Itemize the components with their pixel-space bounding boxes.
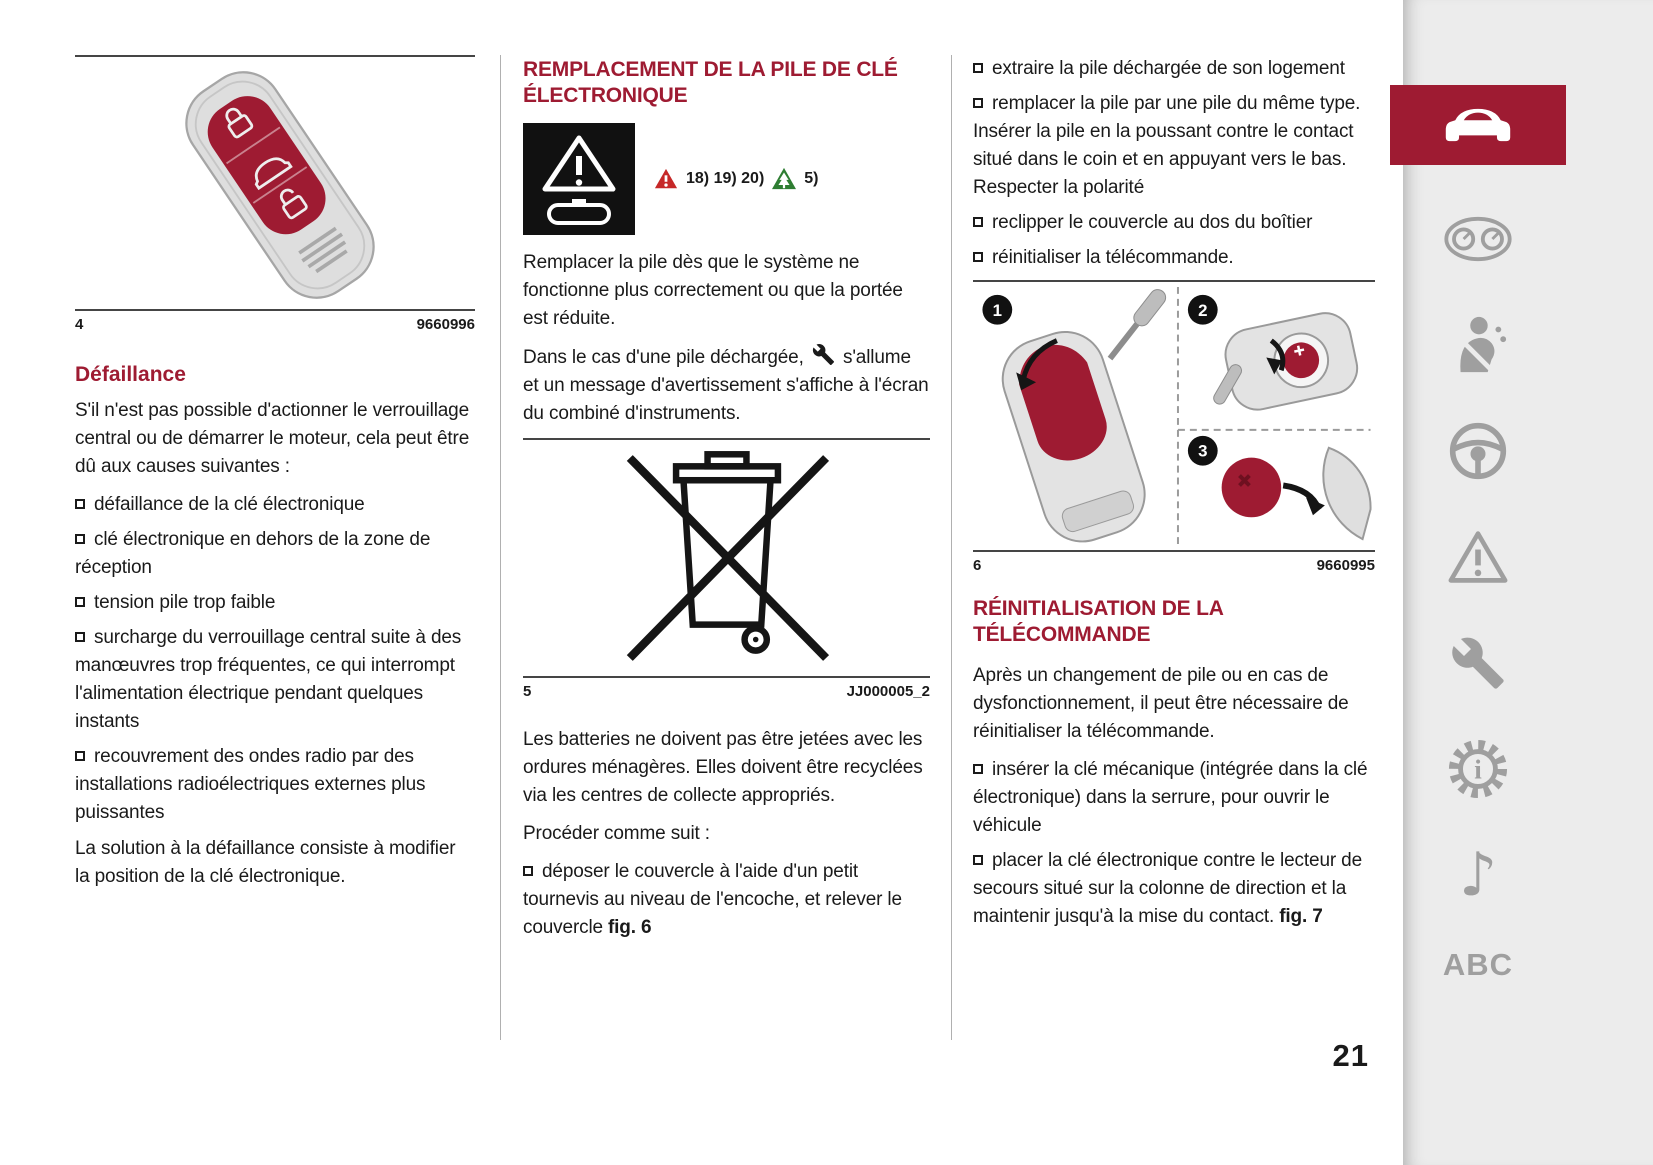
figure-code: 9660995 <box>1316 557 1375 574</box>
figure-number: 5 <box>523 683 532 700</box>
square-bullet-icon <box>973 217 983 227</box>
crossed-bin-icon <box>602 444 852 672</box>
paragraph: La solution à la défaillance consiste à modifier la position de la clé électronique. <box>75 838 456 887</box>
list-item-text: défaillance de la clé électronique <box>94 494 365 515</box>
page-number: 21 <box>1332 1038 1369 1073</box>
warning-ref-numbers: 18) 19) 20) <box>686 170 765 187</box>
list-item-text: déposer le couvercle à l'aide d'un petit tournevis au niveau de l'encoche, et relever le couvercle <box>523 861 902 938</box>
svg-text:2: 2 <box>1198 300 1208 320</box>
list-item-text: réinitialiser la télécommande. <box>992 247 1234 268</box>
list-item <box>973 756 1375 840</box>
sidebar-tab-technical-data <box>1447 737 1509 801</box>
svg-text:3: 3 <box>1198 441 1208 461</box>
key-fob-illustration <box>75 55 475 311</box>
figure-code: 9660996 <box>416 316 475 333</box>
sidebar-tab-maintenance <box>1450 631 1506 695</box>
wrench-warning-light-icon <box>812 343 835 366</box>
column-right <box>973 55 1375 939</box>
heading-reinitialisation: RÉINITIALISATION DE LA TÉLÉCOMMANDE <box>973 597 1223 646</box>
list-item <box>75 624 475 736</box>
list-item <box>973 209 1375 237</box>
sidebar-icon-rail <box>1390 0 1566 983</box>
square-bullet-icon <box>75 499 85 509</box>
column-left <box>75 55 475 901</box>
figure6-caption <box>973 557 1375 574</box>
list-item-text: placer la clé électronique contre le lecteur de secours situé sur la colonne de direction et la maintenir jusqu'à la mise du contact. <box>973 850 1363 927</box>
figure4-caption <box>75 316 475 333</box>
heading-remplacement-pile: REMPLACEMENT DE LA PILE DE CLÉ ÉLECTRONIQUE <box>523 58 898 107</box>
column-middle <box>523 55 930 950</box>
paragraph: Procéder comme suit : <box>523 823 710 844</box>
sidebar-tab-emergency <box>1446 525 1510 589</box>
red-warning-triangle-icon <box>653 167 679 191</box>
list-item <box>973 244 1375 272</box>
battery-warning-box <box>523 123 635 235</box>
sidebar-tab-driving <box>1448 419 1508 483</box>
figure-number: 4 <box>75 316 84 333</box>
battery-replacement-steps-list <box>973 55 1375 272</box>
car-icon <box>1442 103 1514 147</box>
sidebar-tab-dashboard <box>1443 207 1513 271</box>
figure-battery-change-steps <box>973 280 1375 574</box>
info-gear-icon <box>1447 738 1509 800</box>
square-bullet-icon <box>973 63 983 73</box>
reset-steps-list <box>973 756 1375 931</box>
heading-defaillance: Défaillance <box>75 363 186 386</box>
sidebar-tab-multimedia <box>1458 840 1498 910</box>
list-item <box>75 589 475 617</box>
square-bullet-icon <box>523 866 533 876</box>
square-bullet-icon <box>973 855 983 865</box>
sidebar-tab-safety <box>1447 313 1509 377</box>
section-tab-sidebar <box>1403 0 1653 1165</box>
paragraph-text: s'allume et un message d'avertissement s'affiche à l'écran du combiné d'instruments. <box>523 347 929 424</box>
warning-references <box>653 167 819 191</box>
square-bullet-icon <box>973 252 983 262</box>
paragraph <box>523 343 930 428</box>
list-item-text: reclipper le couvercle au dos du boîtier <box>992 212 1313 233</box>
paragraph: Remplacer la pile dès que le système ne fonctionne plus correctement ou que la portée est réduite. <box>523 252 903 329</box>
list-item <box>75 743 475 827</box>
list-item-text: tension pile trop faible <box>94 592 276 613</box>
list-item-text: extraire la pile déchargée de son logement <box>992 58 1345 79</box>
battery-change-illustration <box>973 280 1375 552</box>
list-item <box>973 90 1375 202</box>
music-note-icon: ♪ <box>1458 840 1498 910</box>
list-item <box>75 491 475 519</box>
eco-environment-icon <box>771 167 797 191</box>
list-item <box>973 55 1375 83</box>
list-item <box>973 847 1375 931</box>
list-item-text: surcharge du verrouillage central suite à des manœuvres trop fréquentes, ce qui interrompt l'alimentation électrique pendant quelques instants <box>75 627 462 732</box>
square-bullet-icon <box>75 632 85 642</box>
figure-reference: fig. 7 <box>1279 906 1323 927</box>
svg-text:i: i <box>1474 754 1482 785</box>
warning-triangle-icon <box>1446 528 1510 586</box>
procedure-list <box>523 858 930 942</box>
wrench-icon <box>1450 635 1506 691</box>
figure-battery-disposal <box>523 438 930 700</box>
battery-change-image <box>973 283 1375 549</box>
column-divider <box>500 55 501 1040</box>
list-item-text: insérer la clé mécanique (intégrée dans la clé électronique) dans la serrure, pour ouvrir le véhicule <box>973 759 1368 836</box>
figure-reference: fig. 6 <box>607 917 652 938</box>
column-divider <box>951 55 952 1040</box>
square-bullet-icon <box>75 597 85 607</box>
sidebar-tab-vehicle-active <box>1390 85 1566 165</box>
list-item-text: recouvrement des ondes radio par des installations radioélectriques externes plus puissantes <box>75 746 426 823</box>
figure-code: JJ000005_2 <box>846 683 930 700</box>
list-item <box>75 526 475 582</box>
passenger-seatbelt-icon <box>1447 314 1509 376</box>
list-item-text: remplacer la pile par une pile du même type. Insérer la pile en la poussant contre le contact situé dans le coin et en appuyant vers le bas. Respecter la polarité <box>973 93 1361 198</box>
failure-causes-list <box>75 491 475 827</box>
paragraph: Après un changement de pile ou en cas de dysfonctionnement, il peut être nécessaire de réinitialiser la télécommande. <box>973 665 1349 742</box>
dashboard-gauges-icon <box>1443 215 1513 263</box>
warning-row <box>523 123 930 235</box>
square-bullet-icon <box>973 764 983 774</box>
key-fob-image <box>75 57 475 309</box>
paragraph: S'il n'est pas possible d'actionner le verrouillage central ou de démarrer le moteur, cela peut être dû aux causes suivantes : <box>75 400 470 477</box>
list-item-text: clé électronique en dehors de la zone de réception <box>75 529 431 578</box>
paragraph: Les batteries ne doivent pas être jetées avec les ordures ménagères. Elles doivent être recyclées via les centres de collecte appropriés. <box>523 729 923 806</box>
sidebar-tab-index: ABC <box>1442 947 1514 982</box>
eco-ref-number: 5) <box>804 170 819 187</box>
square-bullet-icon <box>75 534 85 544</box>
crossed-out-bin-illustration <box>523 438 930 678</box>
square-bullet-icon <box>75 751 85 761</box>
paragraph-text: Dans le cas d'une pile déchargée, <box>523 347 804 368</box>
svg-text:1: 1 <box>992 300 1003 320</box>
list-item <box>523 858 930 942</box>
figure5-caption <box>523 683 930 700</box>
square-bullet-icon <box>973 98 983 108</box>
figure-key-fob <box>75 55 475 333</box>
steering-wheel-icon <box>1448 421 1508 481</box>
figure-number: 6 <box>973 557 982 574</box>
